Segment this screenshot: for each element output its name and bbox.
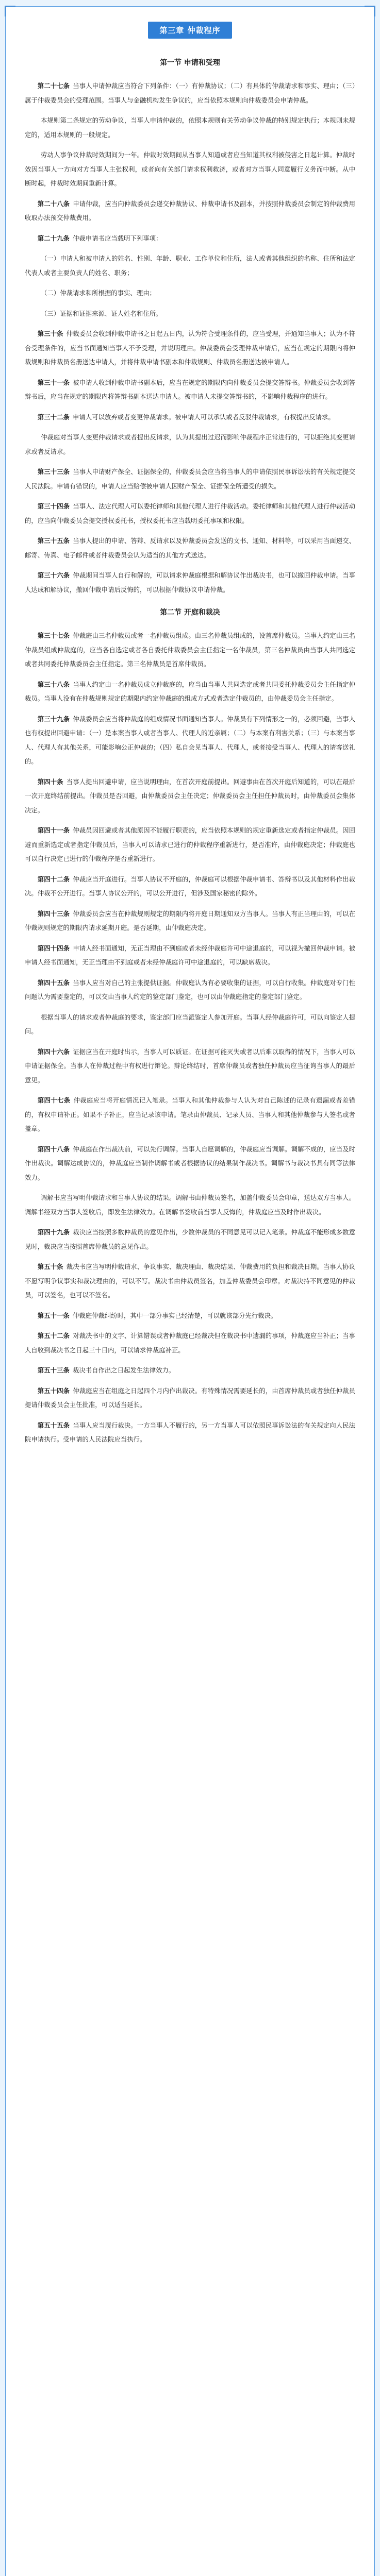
- article-text: 调解书应当写明仲裁请求和当事人协议的结果。调解书由仲裁员签名，加盖仲裁委员会印章，送达双方当事人。调解书经双方当事人签收后，即发生法律效力。在调解书签收前当事人反悔的，仲裁庭应当及时作出裁决。: [25, 1194, 355, 1216]
- article-text: 证据应当在开庭时出示，当事人可以质证。在证据可能灭失或者以后难以取得的情况下，当事人可以申请证据保全。当事人在仲裁过程中有权进行辩论。辩论终结时，首席仲裁员或者独任仲裁员应当征询当事人的最后意见。: [25, 1047, 356, 1084]
- article-paragraph: [25, 677, 355, 706]
- article-text: 本规则第二条规定的劳动争议，当事人申请仲裁的，依照本规则有关劳动争议仲裁的特别规定执行；本规则未规定的，适用本规则的一般规定。: [25, 116, 355, 139]
- article-number: 第三十一条: [37, 378, 70, 386]
- article-text: 被申请人收到仲裁申请书副本后，应当在规定的期限内向仲裁委员会提交答辩书。仲裁委员会收到答辩书后，应当在规定的期限内将答辩书副本送达申请人。被申请人未提交答辩书的，不影响仲裁程序的进行。: [25, 378, 356, 400]
- article-text: 仲裁申请书应当载明下列事项：: [72, 234, 162, 242]
- article-text: 仲裁庭对当事人变更仲裁请求或者提出反请求，认为其提出过迟而影响仲裁程序正常进行的，可以拒绝其变更请求或者反请求。: [25, 433, 355, 455]
- article-paragraph: [25, 1225, 355, 1253]
- article-text: 当事人提出的申请、答辩、反请求以及仲裁委员会发送的文书、通知、材料等，可以采用当面递交、邮寄、传真、电子邮件或者仲裁委员会认为适当的其他方式送达。: [25, 537, 356, 559]
- article-paragraph: [25, 568, 355, 597]
- article-number: 第四十一条: [37, 826, 70, 834]
- article-number: 第四十六条: [37, 1047, 70, 1056]
- article-text: 申请人可以放弃或者变更仲裁请求。被申请人可以承认或者反驳仲裁请求，有权提出反请求。: [72, 413, 335, 421]
- article-text: 劳动人事争议仲裁时效期间为一年。仲裁时效期间从当事人知道或者应当知道其权利被侵害之日起计算。仲裁时效因当事人一方向对方当事人主张权利，或者向有关部门请求权利救济，或者对方当事人同意履行义务而中断。从中断时起，仲裁时效期间重新计算。: [25, 151, 355, 187]
- article-paragraph: [25, 629, 355, 671]
- article-text: 仲裁庭在作出裁决前，可以先行调解。当事人自愿调解的，仲裁庭应当调解。调解不成的，应当及时作出裁决。调解达成协议的，仲裁庭应当制作调解书或者根据协议的结果制作裁决书。调解书与裁决书具有同等法律效力。: [25, 1145, 356, 1181]
- article-paragraph: [25, 1384, 355, 1412]
- article-number: 第三十二条: [37, 413, 70, 421]
- article-paragraph: [25, 327, 355, 369]
- article-paragraph: [25, 941, 355, 970]
- article-text: 仲裁员因回避或者其他原因不能履行职责的，应当依照本规则的规定重新选定或者指定仲裁员。因回避而重新选定或者指定仲裁员后，当事人可以请求已进行的仲裁程序重新进行，是否准许，由仲裁庭决定；仲裁庭也可以自行决定已进行的仲裁程序是否重新进行。: [25, 826, 356, 862]
- article-number: 第四十条: [37, 777, 63, 786]
- section-title: 第二节 开庭和裁决: [160, 608, 220, 617]
- article-number: 第三十九条: [37, 715, 70, 723]
- article-text: 当事人应当履行裁决。一方当事人不履行的，另一方当事人可以依照民事诉讼法的有关规定向人民法院申请执行。受申请的人民法院应当执行。: [25, 1421, 356, 1443]
- article-paragraph: [25, 1329, 355, 1357]
- article-paragraph: [25, 113, 355, 142]
- article-number: 第四十四条: [37, 944, 70, 952]
- article-paragraph: [25, 1010, 355, 1039]
- article-number: 第三十五条: [37, 537, 70, 545]
- article-paragraph: [25, 872, 355, 901]
- article-number: 第三十三条: [37, 468, 70, 476]
- article-text: 仲裁应当开庭进行。当事人协议不开庭的，仲裁庭可以根据仲裁申请书、答辩书以及其他材料作出裁决。仲裁不公开进行。当事人协议公开的，可以公开进行，但涉及国家秘密的除外。: [25, 875, 356, 897]
- article-paragraph: [25, 197, 355, 225]
- article-paragraph: [25, 775, 355, 818]
- article-number: 第三十条: [37, 330, 63, 337]
- article-number: 第四十二条: [37, 875, 70, 883]
- article-text: 当事人约定由一名仲裁员成立仲裁庭的，应当由当事人共同选定或者共同委托仲裁委员会主任指定仲裁员。当事人没有在仲裁规则规定的期限内约定仲裁庭的组成方式或者选定仲裁员的，由仲裁委员会主任指定。: [25, 680, 356, 702]
- article-text: 对裁决书中的文字、计算错误或者仲裁庭已经裁决但在裁决书中遗漏的事项，仲裁庭应当补正；当事人自收到裁决书之日起三十日内，可以请求仲裁庭补正。: [25, 1332, 356, 1354]
- article-paragraph: [25, 1191, 355, 1219]
- article-text: 仲裁委员会应当将仲裁庭的组成情况书面通知当事人。仲裁员有下列情形之一的，必须回避，当事人也有权提出回避申请：（一）是本案当事人或者当事人、代理人的近亲属；（二）与本案有利害关系；（三）与本案当事人、代理人有其他关系，可能影响公正仲裁的；（四）私自会见当事人、代理人，或者接受当事人、代理人的请客送礼的。: [25, 715, 356, 765]
- article-paragraph: [25, 1045, 355, 1088]
- article-text: 申请仲裁，应当向仲裁委员会递交仲裁协议、仲裁申请书及副本，并按照仲裁委员会制定的仲裁费用收取办法预交仲裁费用。: [25, 199, 356, 222]
- article-text: 当事人提出回避申请，应当说明理由，在首次开庭前提出。回避事由在首次开庭后知道的，可以在最后一次开庭终结前提出。仲裁员是否回避，由仲裁委员会主任决定；仲裁委员会主任担任仲裁员时，由仲裁委员会集体决定。: [25, 777, 356, 814]
- article-text: 当事人申请财产保全、证据保全的，仲裁委员会应当将当事人的申请依照民事诉讼法的有关规定提交人民法院。申请有错误的，申请人应当赔偿被申请人因财产保全、证据保全所遭受的损失。: [25, 468, 356, 490]
- article-paragraph: [25, 1309, 355, 1323]
- document-frame: [5, 6, 375, 2576]
- article-text: 仲裁庭由三名仲裁员或者一名仲裁员组成。由三名仲裁员组成的，设首席仲裁员。当事人约定由三名仲裁员组成仲裁庭的，应当各自选定或者各自委托仲裁委员会主任指定一名仲裁员，第三名仲裁员由当事人共同选定或者共同委托仲裁委员会主任指定。第三名仲裁员是首席仲裁员。: [25, 632, 356, 668]
- article-number: 第五十二条: [37, 1332, 70, 1340]
- article-number: 第四十三条: [37, 909, 70, 918]
- article-text: （一）申请人和被申请人的姓名、性别、年龄、职业、工作单位和住所，法人或者其他组织的名称、住所和法定代表人或者主要负责人的姓名、职务；: [25, 255, 355, 277]
- article-paragraph: [25, 465, 355, 493]
- article-text: 当事人申请仲裁应当符合下列条件：（一）有仲裁协议；（二）有具体的仲裁请求和事实、理由；（三）属于仲裁委员会的受理范围。当事人与金融机构发生争议的，应当依照本规则向仲裁委员会申请仲裁。: [25, 82, 356, 104]
- article-text: 仲裁庭应当在组庭之日起四个月内作出裁决。有特殊情况需要延长的，由首席仲裁员或者独任仲裁员提请仲裁委员会主任批准，可以适当延长。: [25, 1386, 356, 1409]
- article-number: 第三十四条: [37, 502, 70, 510]
- article-paragraph: [25, 1260, 355, 1302]
- article-text: 仲裁委员会收到仲裁申请书之日起五日内，认为符合受理条件的，应当受理，并通知当事人；认为不符合受理条件的，应当书面通知当事人不予受理，并说明理由。仲裁委员会受理仲裁申请后，应当在规定的期限内将仲裁规则和仲裁员名册送达申请人，并将仲裁申请书副本和仲裁规则、仲裁员名册送达被申请人。: [25, 330, 356, 366]
- article-text: （三）证据和证据来源、证人姓名和住所。: [40, 309, 162, 317]
- article-paragraph: [25, 286, 355, 300]
- article-paragraph: [25, 231, 355, 246]
- article-number: 第二十八条: [37, 199, 70, 208]
- article-paragraph: [25, 976, 355, 1004]
- article-number: 第五十五条: [37, 1421, 70, 1429]
- article-paragraph: [25, 1363, 355, 1378]
- article-number: 第三十六条: [37, 571, 70, 579]
- chapter-header: [25, 22, 355, 39]
- article-text: 当事人应当对自己的主张提供证据。仲裁庭认为有必要收集的证据，可以自行收集。仲裁庭对专门性问题认为需要鉴定的，可以交由当事人约定的鉴定部门鉴定，也可以由仲裁庭指定的鉴定部门鉴定。: [25, 978, 356, 1001]
- article-paragraph: [25, 376, 355, 404]
- article-text: 当事人、法定代理人可以委托律师和其他代理人进行仲裁活动。委托律师和其他代理人进行仲裁活动的，应当向仲裁委员会提交授权委托书，授权委托书应当载明委托事项和权限。: [25, 502, 356, 524]
- article-paragraph: [25, 712, 355, 769]
- article-text: 裁决书应当写明仲裁请求、争议事实、裁决理由、裁决结果、仲裁费用的负担和裁决日期。当事人协议不愿写明争议事实和裁决理由的，可以不写。裁决书由仲裁员签名，加盖仲裁委员会印章。对裁决持不同意见的仲裁员，可以签名，也可以不签名。: [25, 1263, 356, 1299]
- chapter-title: 第三章 仲裁程序: [148, 22, 232, 39]
- article-text: 仲裁庭应当将开庭情况记入笔录。当事人和其他仲裁参与人认为对自己陈述的记录有遗漏或者差错的，有权申请补正。如果不予补正，应当记录该申请。笔录由仲裁员、记录人员、当事人和其他仲裁参与人签名或者盖章。: [25, 1096, 356, 1132]
- article-number: 第三十八条: [37, 680, 70, 688]
- article-number: 第五十条: [37, 1263, 63, 1270]
- article-paragraph: [25, 148, 355, 191]
- article-text: （二）仲裁请求和所根据的事实、理由；: [40, 289, 156, 297]
- article-text: 申请人经书面通知，无正当理由不到庭或者未经仲裁庭许可中途退庭的，可以视为撤回仲裁申请。被申请人经书面通知，无正当理由不到庭或者未经仲裁庭许可中途退庭的，可以缺席裁决。: [25, 944, 356, 966]
- article-text: 仲裁期间当事人自行和解的，可以请求仲裁庭根据和解协议作出裁决书，也可以撤回仲裁申请。当事人达成和解协议，撤回仲裁申请后反悔的，可以根据仲裁协议申请仲裁。: [25, 571, 356, 594]
- article-number: 第五十一条: [37, 1311, 70, 1319]
- article-number: 第二十九条: [37, 234, 70, 242]
- article-paragraph: [25, 410, 355, 425]
- article-number: 第四十九条: [37, 1228, 70, 1236]
- article-paragraph: [25, 907, 355, 935]
- article-number: 第五十四条: [37, 1386, 70, 1395]
- article-number: 第四十八条: [37, 1145, 70, 1153]
- article-text: 仲裁委员会应当在仲裁规则规定的期限内将开庭日期通知双方当事人。当事人有正当理由的，可以在仲裁规则规定的期限内请求延期开庭。是否延期，由仲裁庭决定。: [25, 909, 356, 931]
- article-paragraph: [25, 1142, 355, 1185]
- article-text: 仲裁庭仲裁纠纷时，其中一部分事实已经清楚，可以就该部分先行裁决。: [72, 1311, 277, 1319]
- article-text: 裁决应当按照多数仲裁员的意见作出，少数仲裁员的不同意见可以记入笔录。仲裁庭不能形成多数意见时，裁决应当按照首席仲裁员的意见作出。: [25, 1228, 356, 1250]
- article-paragraph: [25, 1418, 355, 1447]
- article-text: 裁决书自作出之日起发生法律效力。: [72, 1366, 175, 1374]
- article-paragraph: [25, 251, 355, 280]
- frame-corner-decoration: [5, 6, 15, 16]
- article-paragraph: [25, 1093, 355, 1136]
- document-body: [25, 57, 355, 1447]
- article-paragraph: [25, 79, 355, 107]
- article-number: 第三十七条: [37, 632, 70, 639]
- article-paragraph: [25, 499, 355, 528]
- article-paragraph: [25, 534, 355, 562]
- frame-corner-decoration: [365, 6, 375, 16]
- article-paragraph: [25, 823, 355, 866]
- article-text: 根据当事人的请求或者仲裁庭的要求，鉴定部门应当派鉴定人参加开庭。当事人经仲裁庭许可，可以向鉴定人提问。: [25, 1013, 355, 1035]
- section-title: 第一节 申请和受理: [160, 59, 220, 67]
- article-number: 第二十七条: [37, 82, 70, 90]
- article-number: 第四十七条: [37, 1096, 71, 1104]
- article-paragraph: [25, 430, 355, 459]
- article-number: 第四十五条: [37, 978, 70, 987]
- article-number: 第五十三条: [37, 1366, 70, 1374]
- article-paragraph: [25, 307, 355, 321]
